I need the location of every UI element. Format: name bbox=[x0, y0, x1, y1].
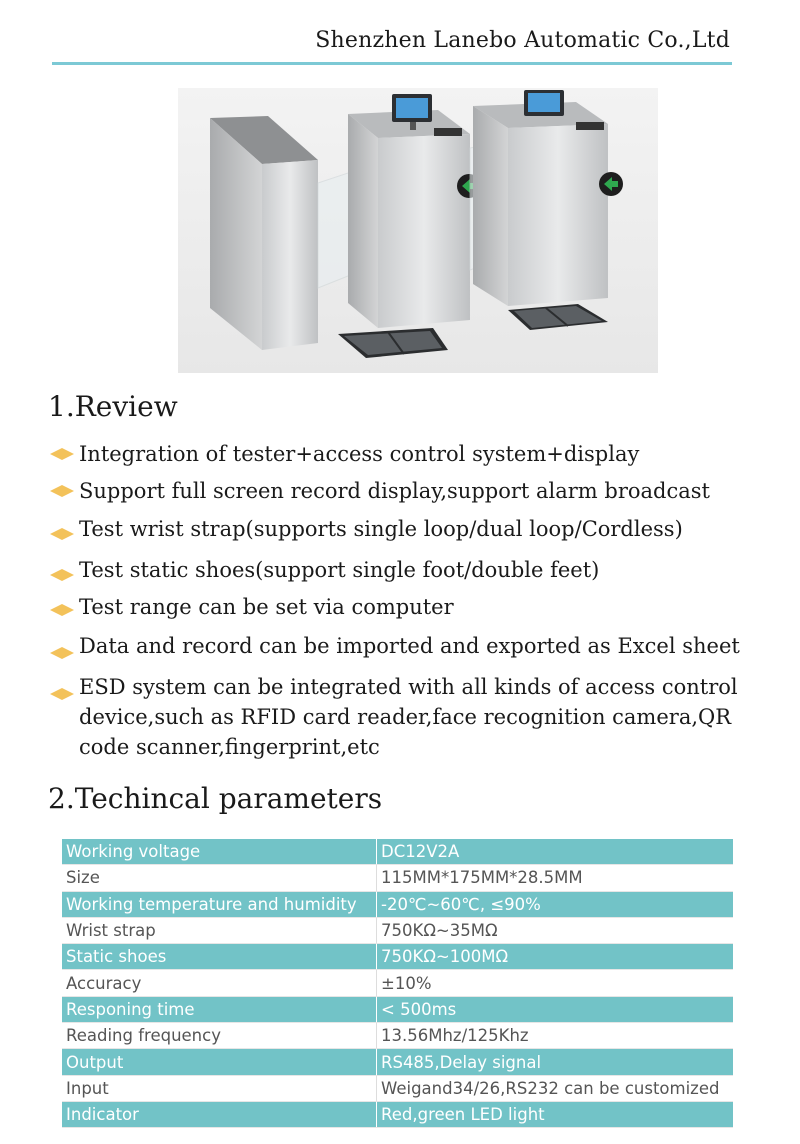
param-value: -20℃~60℃, ≤90% bbox=[377, 891, 734, 917]
table-row bbox=[62, 1101, 733, 1127]
param-name: Working temperature and humidity bbox=[62, 891, 377, 917]
diamond-bullet-icon bbox=[50, 567, 74, 583]
param-name: Accuracy bbox=[62, 970, 377, 996]
table-row bbox=[62, 996, 733, 1022]
param-name: Wrist strap bbox=[62, 917, 377, 943]
param-value: 115MM*175MM*28.5MM bbox=[377, 865, 734, 891]
review-item: Integration of tester+access control system+display bbox=[50, 439, 740, 469]
param-value: < 500ms bbox=[377, 996, 734, 1022]
turnstile-gates-illustration bbox=[178, 88, 658, 373]
table-row bbox=[62, 917, 733, 943]
diamond-bullet-icon bbox=[50, 602, 74, 618]
product-photo bbox=[178, 88, 658, 373]
param-name: Working voltage bbox=[62, 839, 377, 865]
param-name: Indicator bbox=[62, 1101, 377, 1127]
param-name: Input bbox=[62, 1075, 377, 1101]
table-row bbox=[62, 1075, 733, 1101]
table-row bbox=[62, 1023, 733, 1049]
param-value: ±10% bbox=[377, 970, 734, 996]
param-name: Reading frequency bbox=[62, 1023, 377, 1049]
diamond-bullet-icon bbox=[50, 446, 74, 462]
review-item: Test range can be set via computer bbox=[50, 592, 740, 622]
review-item: Test static shoes(support single foot/double feet) bbox=[50, 555, 740, 585]
param-value: DC12V2A bbox=[377, 839, 734, 865]
diamond-bullet-icon bbox=[50, 686, 74, 702]
param-name: Size bbox=[62, 865, 377, 891]
parameters-heading: 2.Techincal parameters bbox=[48, 782, 383, 815]
diamond-bullet-icon bbox=[50, 483, 74, 499]
table-row bbox=[62, 891, 733, 917]
header-rule bbox=[52, 62, 732, 65]
table-row bbox=[62, 944, 733, 970]
table-row bbox=[62, 865, 733, 891]
param-value: 750KΩ~100MΩ bbox=[377, 944, 734, 970]
company-name: Shenzhen Lanebo Automatic Co.,Ltd bbox=[315, 28, 730, 53]
table-row bbox=[62, 970, 733, 996]
param-value: Red,green LED light bbox=[377, 1101, 734, 1127]
param-value: Weigand34/26,RS232 can be customized bbox=[377, 1075, 734, 1101]
parameters-table bbox=[62, 839, 733, 1128]
review-heading: 1.Review bbox=[48, 390, 178, 423]
review-item: Test wrist strap(supports single loop/dual loop/Cordless) bbox=[50, 514, 740, 544]
param-name: Responing time bbox=[62, 996, 377, 1022]
param-name: Output bbox=[62, 1049, 377, 1075]
table-row bbox=[62, 839, 733, 865]
diamond-bullet-icon bbox=[50, 526, 74, 542]
param-name: Static shoes bbox=[62, 944, 377, 970]
param-value: 13.56Mhz/125Khz bbox=[377, 1023, 734, 1049]
diamond-bullet-icon bbox=[50, 645, 74, 661]
review-item: Support full screen record display,support alarm broadcast bbox=[50, 476, 740, 506]
param-value: 750KΩ~35MΩ bbox=[377, 917, 734, 943]
param-value: RS485,Delay signal bbox=[377, 1049, 734, 1075]
review-item: ESD system can be integrated with all kinds of access control device,such as RFID card reader,face recognition camera,QR code scanner,fingerprint,etc bbox=[50, 672, 740, 762]
table-row bbox=[62, 1049, 733, 1075]
review-item: Data and record can be imported and exported as Excel sheet bbox=[50, 631, 740, 661]
